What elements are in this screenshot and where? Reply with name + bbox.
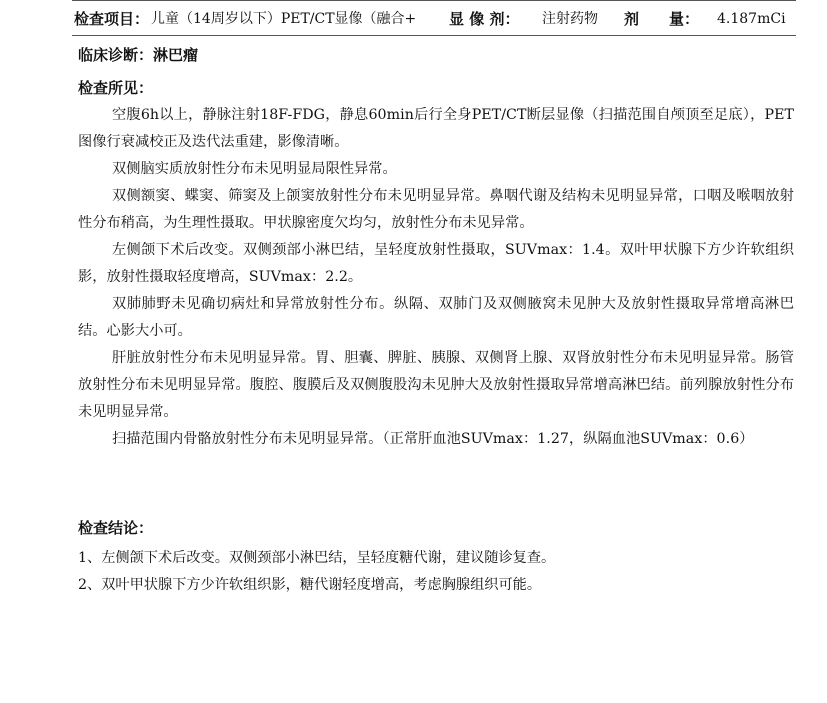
conclusion-body [78,545,794,599]
conclusion-item: 2、双叶甲状腺下方少许软组织影，糖代谢轻度增高，考虑胸腺组织可能。 [78,577,542,593]
diagnosis-label: 临床诊断： [78,46,154,64]
findings-paragraph: 左侧颌下术后改变。双侧颈部小淋巴结，呈轻度放射性摄取，SUVmax：1.4。双叶甲状腺下方少许软组织影，放射性摄取轻度增高，SUVmax：2.2。 [78,242,794,285]
dose-value: 4.187mCi [717,11,786,27]
findings-paragraph: 肝脏放射性分布未见明显异常。胃、胆囊、脾脏、胰腺、双侧肾上腺、双肾放射性分布未见明显异常。肠管放射性分布未见明显异常。腹腔、腹膜后及双侧腹股沟未见肿大及放射性摄取异常增高淋巴结。前列腺放射性分布未见明显异常。 [78,350,794,420]
findings-paragraph: 双肺肺野未见确切病灶和异常放射性分布。纵隔、双肺门及双侧腋窝未见肿大及放射性摄取异常增高淋巴结。心影大小可。 [78,296,794,339]
conclusion-item: 1、左侧颌下术后改变。双侧颈部小淋巴结，呈轻度糖代谢，建议随诊复查。 [78,550,556,566]
findings-paragraph: 双侧脑实质放射性分布未见明显局限性异常。 [112,161,397,177]
clinical-diagnosis [78,44,198,65]
exam-item-label: 检查项目： [74,10,150,28]
conclusion-heading: 检查结论： [78,519,154,537]
findings-heading: 检查所见： [78,79,154,97]
report-header [72,0,796,36]
findings-paragraph: 扫描范围内骨骼放射性分布未见明显异常。（正常肝血池SUVmax：1.27，纵隔血池SUVmax：0.6） [112,431,754,447]
dose-label: 剂 量： [624,10,700,28]
exam-item-value: 儿童（14周岁以下）PET/CT显像（融合+ [151,11,417,27]
diagnosis-value: 淋巴瘤 [153,46,199,64]
findings-body [78,102,794,453]
findings-paragraph: 双侧额窦、蝶窦、筛窦及上颌窦放射性分布未见明显异常。鼻咽代谢及结构未见明显异常，口咽及喉咽放射性分布稍高，为生理性摄取。甲状腺密度欠均匀，放射性分布未见异常。 [78,188,794,231]
findings-paragraph: 空腹6h以上，静脉注射18F-FDG，静息60min后行全身PET/CT断层显像（扫描范围自颅顶至足底），PET图像行衰减校正及迭代法重建，影像清晰。 [78,107,794,150]
agent-value: 注射药物 [542,11,598,27]
agent-label: 显 像 剂： [449,10,520,28]
